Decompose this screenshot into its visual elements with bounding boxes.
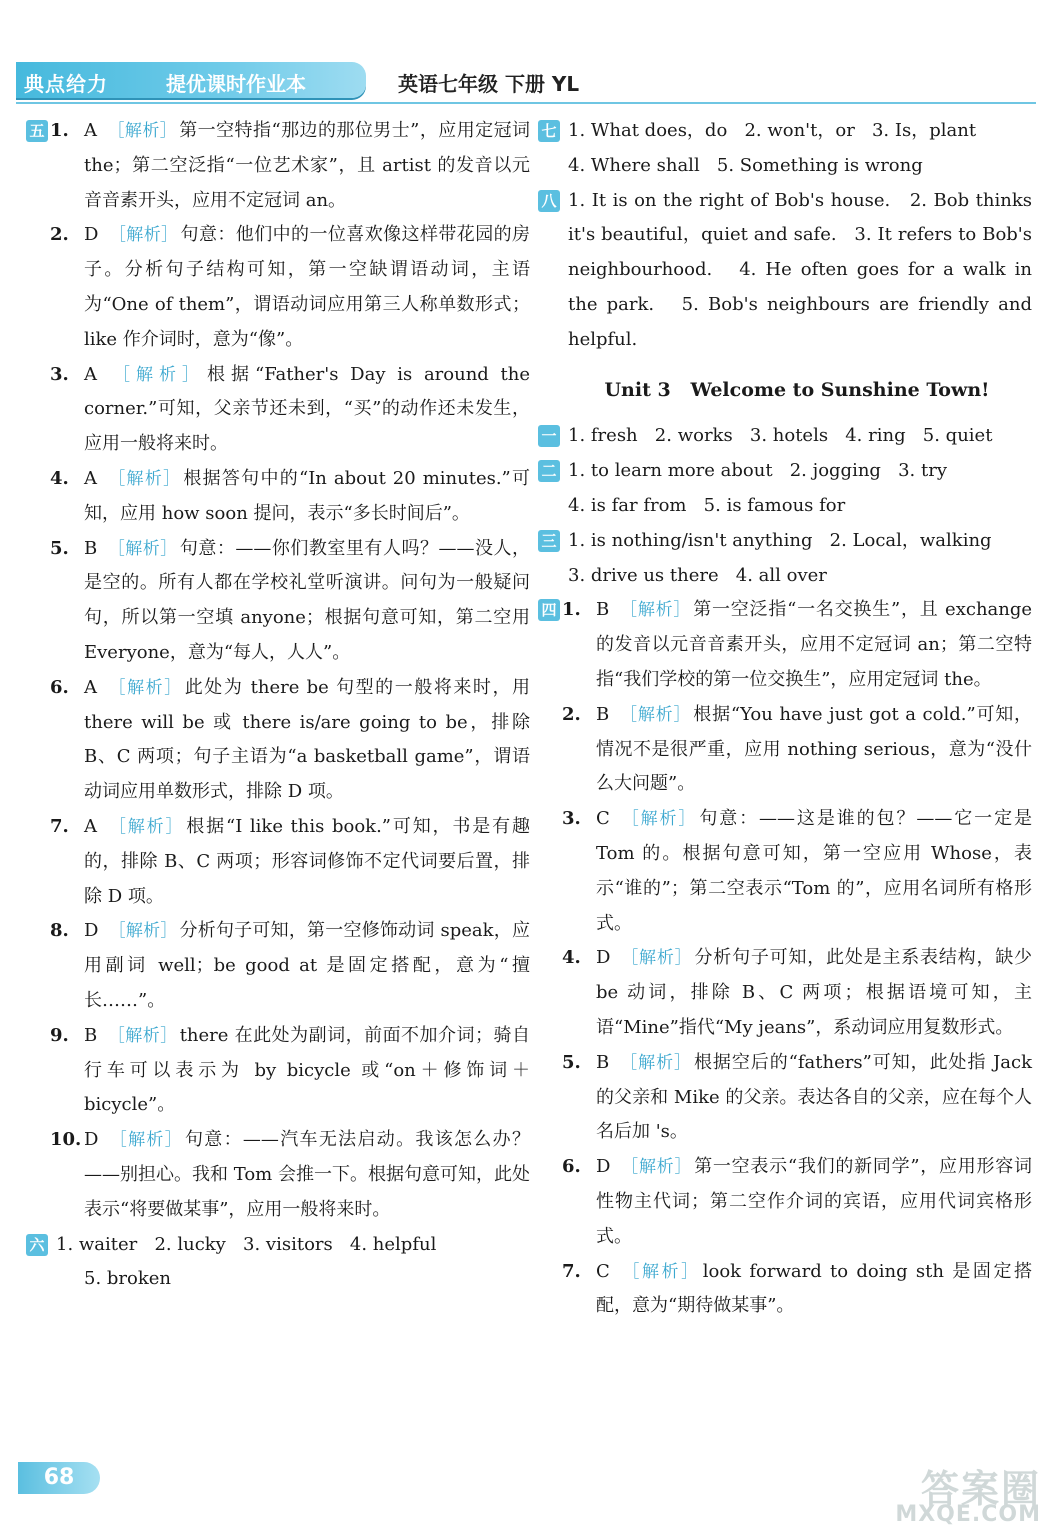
watermark (871, 1458, 1041, 1528)
section-7-line-2: 4. Where shall 5. Something is wrong (568, 154, 923, 176)
answer-item (562, 941, 1032, 1045)
item-answer: B (596, 703, 610, 725)
item-explanation: 分析句子可知，此处是主系表结构，缺少 be 动词，排除 B、C 两项；根据语境可知，主语“Mine”指代“My jeans”，系动词应用复数形式。 (596, 947, 1033, 1038)
item-number: 1. (50, 120, 69, 141)
answer-item (50, 1019, 530, 1123)
answer-item (50, 114, 530, 218)
analysis-tag-label: 解析 (124, 121, 160, 141)
section-5 (29, 114, 531, 1228)
analysis-tag-label: 解析 (637, 600, 674, 621)
watermark-url: MXQE.COM (895, 1502, 1041, 1527)
item-answer: B (84, 1024, 98, 1046)
section-2 (541, 454, 1032, 524)
answer-item (50, 1123, 530, 1227)
item-number: 2. (562, 703, 581, 725)
item-answer: D (84, 1129, 99, 1151)
section-7 (541, 114, 1032, 184)
section-4 (541, 593, 1033, 1324)
section-2-marker: 二 (538, 460, 560, 482)
section-1-marker: 一 (538, 425, 560, 447)
item-number: 4. (50, 467, 69, 489)
section-8-text: 1. It is on the right of Bob's house. 2. Bob thinks it's beautiful，quiet and safe. 3. It refers to Bob's neighbourhood. 4. He often goes for a walk in the park. 5. Bob's neighbours are friendly and helpful. (568, 189, 1038, 350)
section-8-marker: 八 (538, 190, 560, 212)
analysis-tag: ［解析］ (619, 1052, 692, 1073)
analysis-tag: ［解析］ (107, 121, 178, 141)
analysis-tag-label: 解析 (638, 1157, 675, 1178)
section-8 (541, 184, 1038, 358)
analysis-tag-label: 解析 (126, 225, 162, 246)
item-number: 7. (562, 1260, 581, 1282)
answer-item (50, 532, 530, 671)
analysis-tag-label: 解析 (125, 921, 161, 942)
answer-item (562, 1255, 1032, 1325)
item-number: 3. (562, 808, 581, 830)
analysis-tag-label: 解析 (637, 704, 674, 725)
item-number: 9. (50, 1024, 69, 1046)
item-answer: A (84, 467, 97, 489)
answer-item (562, 593, 1032, 697)
item-number: 2. (50, 224, 69, 246)
analysis-tag: ［解析］ (620, 1157, 693, 1178)
item-explanation: look forward to doing sth 是固定搭配，意为“期待做某事”。 (596, 1260, 1033, 1317)
unit-title: Unit 3 Welcome to Sunshine Town! (604, 378, 990, 401)
item-explanation: 分析句子可知，第一空修饰动词 speak，应用副词 well；be good at 是固定搭配，意为“擅长……”。 (84, 920, 530, 1011)
answer-item (50, 671, 530, 810)
item-answer: A (84, 120, 97, 141)
page-header (16, 62, 1036, 100)
analysis-tag-label: 解析 (128, 1130, 165, 1151)
item-number: 3. (50, 363, 69, 385)
item-answer: D (596, 947, 611, 969)
section-3 (541, 524, 1032, 594)
item-answer: D (84, 920, 99, 942)
section-5-marker: 五 (26, 120, 48, 142)
analysis-tag: ［解析］ (107, 816, 185, 837)
section-6-marker: 六 (26, 1234, 48, 1256)
answer-item (562, 1046, 1032, 1150)
item-explanation: 句意：——你们教室里有人吗？——没人，是空的。所有人都在学校礼堂听演讲。问句为一般疑问句，所以第一空填 anyone；根据句意可知，第二空用 Everyone，意为“每人，人人”。 (84, 537, 531, 663)
analysis-tag-label: 解析 (127, 677, 165, 698)
analysis-tag-label: 解析 (136, 364, 182, 385)
item-number: 8. (50, 920, 69, 942)
section-6 (29, 1228, 530, 1298)
brand-name: 典点给力 (24, 72, 108, 96)
analysis-tag: ［解析］ (107, 538, 178, 559)
section-6-line-1: 1. waiter 2. lucky 3. visitors 4. helpful (56, 1233, 437, 1255)
subject-title: 英语七年级 下册 YL (398, 72, 580, 96)
item-answer: A (84, 676, 97, 698)
analysis-tag-label: 解析 (640, 809, 679, 830)
answer-item (50, 462, 530, 532)
item-explanation: 根据“Father's Day is around the corner.”可知，父亲节还未到，“买”的动作还未发生，应用一般将来时。 (84, 363, 531, 455)
analysis-tag: ［解析］ (107, 677, 183, 698)
item-explanation: 根据“You have just got a cold.”可知，情况不是很严重，应用 nothing serious，意为“没什么大问题”。 (596, 703, 1033, 795)
item-number: 1. (562, 599, 581, 621)
answer-item (50, 358, 530, 462)
item-explanation: 句意：他们中的一位喜欢像这样带花园的房子。分析句子结构可知，第一空缺谓语动词，主语为“One of them”，谓语动词应用第三人称单数形式；like 作介词时，意为“像”。 (84, 224, 531, 350)
analysis-tag: ［解析］ (108, 225, 179, 246)
item-number: 4. (562, 947, 581, 969)
item-answer: B (84, 537, 98, 559)
section-4-marker: 四 (538, 599, 560, 621)
section-2-line-1: 1. to learn more about 2. jogging 3. try (568, 460, 948, 482)
series-name: 提优课时作业本 (166, 72, 306, 96)
item-answer: C (596, 808, 610, 830)
item-number: 5. (562, 1051, 581, 1073)
analysis-tag-label: 解析 (126, 468, 164, 489)
item-answer: B (596, 1051, 610, 1073)
item-explanation: 第一空特指“那边的那位男士”，应用定冠词 the；第二空泛指“一位艺术家”，且 artist 的发音以元音音素开头，应用不定冠词 an。 (84, 120, 531, 211)
item-answer: A (84, 363, 97, 385)
item-answer: D (84, 224, 99, 246)
analysis-tag: ［解析］ (108, 921, 178, 942)
item-explanation: 根据答句中的“In about 20 minutes.”可知，应用 how soon 提问，表示“多长时间后”。 (84, 467, 531, 524)
item-explanation: 第一空表示“我们的新同学”，应用形容词性物主代词；第二空作介词的宾语，应用代词宾格形式。 (596, 1156, 1033, 1247)
item-number: 10. (50, 1129, 82, 1151)
item-explanation: 根据空后的“fathers”可知，此处指 Jack 的父亲和 Mike 的父亲。表达各自的父亲，应在每个人名后加 's。 (596, 1051, 1033, 1143)
item-answer: D (596, 1156, 611, 1178)
analysis-tag: ［解析］ (107, 468, 182, 489)
analysis-tag-label: 解析 (127, 816, 166, 837)
answer-item (50, 914, 530, 1018)
item-explanation: 第一空泛指“一名交换生”，且 exchange 的发音以元音音素开头，应用不定冠词 an；第二空特指“我们学校的第一位交换生”，应用定冠词 the。 (596, 599, 1033, 690)
item-answer: B (596, 599, 610, 621)
watermark-logo-text: 答案圈 (920, 1467, 1041, 1511)
analysis-tag: ［解析］ (108, 1130, 183, 1151)
answer-item (562, 1150, 1032, 1254)
analysis-tag-label: 解析 (125, 1025, 161, 1046)
section-7-line-1: 1. What does，do 2. won't，or 3. Is，plant (568, 120, 977, 141)
analysis-tag: ［解析］ (619, 1261, 701, 1282)
analysis-tag: ［解析］ (107, 364, 205, 385)
left-column (29, 114, 531, 1297)
item-number: 5. (50, 537, 69, 559)
section-7-marker: 七 (538, 120, 560, 142)
section-1 (541, 419, 1032, 454)
item-answer: C (596, 1260, 610, 1282)
analysis-tag: ［解析］ (620, 948, 693, 969)
analysis-tag: ［解析］ (619, 809, 698, 830)
item-explanation: 根据“I like this book.”可知，书是有趣的，排除 B、C 两项；形容词修饰不定代词要后置，排除 D 项。 (84, 815, 530, 907)
item-explanation: there 在此处为副词，前面不加介词；骑自行车可以表示为 by bicycle 或“on＋修饰词＋bicycle”。 (84, 1024, 531, 1116)
header-divider (16, 102, 1036, 104)
analysis-tag-label: 解析 (639, 948, 675, 969)
section-3-marker: 三 (538, 530, 560, 552)
item-number: 6. (50, 676, 69, 698)
section-2-line-2: 4. is far from 5. is famous for (568, 494, 846, 516)
right-column (541, 114, 1038, 1324)
item-explanation: 句意：——汽车无法启动。我该怎么办？——别担心。我和 Tom 会推一下。根据句意可知，此处表示“将要做某事”，应用一般将来时。 (84, 1129, 530, 1220)
analysis-tag: ［解析］ (619, 600, 692, 621)
section-6-line-2: 5. broken (84, 1268, 172, 1290)
item-explanation: 此处为 there be 句型的一般将来时，用 there will be 或 there is/are going to be，排除 B、C 两项；句子主语为“a basketball game”，谓语动词应用单数形式，排除 D 项。 (84, 676, 530, 803)
answer-item (562, 698, 1032, 802)
item-number: 6. (562, 1156, 581, 1178)
answer-item (50, 810, 530, 914)
item-number: 7. (50, 815, 69, 837)
section-3-line-1: 1. is nothing/isn't anything 2. Local，walking (568, 529, 992, 551)
analysis-tag-label: 解析 (125, 538, 161, 559)
answer-item (562, 802, 1032, 941)
analysis-tag-label: 解析 (641, 1261, 682, 1282)
item-explanation: 句意：——这是谁的包？——它一定是 Tom 的。根据句意可知，第一空应用 Whose，表示“谁的”；第二空表示“Tom 的”，应用名词所有格形式。 (596, 808, 1032, 934)
analysis-tag-label: 解析 (638, 1052, 675, 1073)
analysis-tag: ［解析］ (107, 1025, 178, 1046)
analysis-tag: ［解析］ (619, 704, 692, 725)
header-banner (16, 62, 366, 98)
item-answer: A (84, 815, 97, 837)
section-1-line-1: 1. fresh 2. works 3. hotels 4. ring 5. quiet (568, 425, 993, 447)
section-3-line-2: 3. drive us there 4. all over (568, 564, 827, 586)
page-number: 68 (18, 1462, 100, 1494)
answer-item (50, 218, 530, 357)
